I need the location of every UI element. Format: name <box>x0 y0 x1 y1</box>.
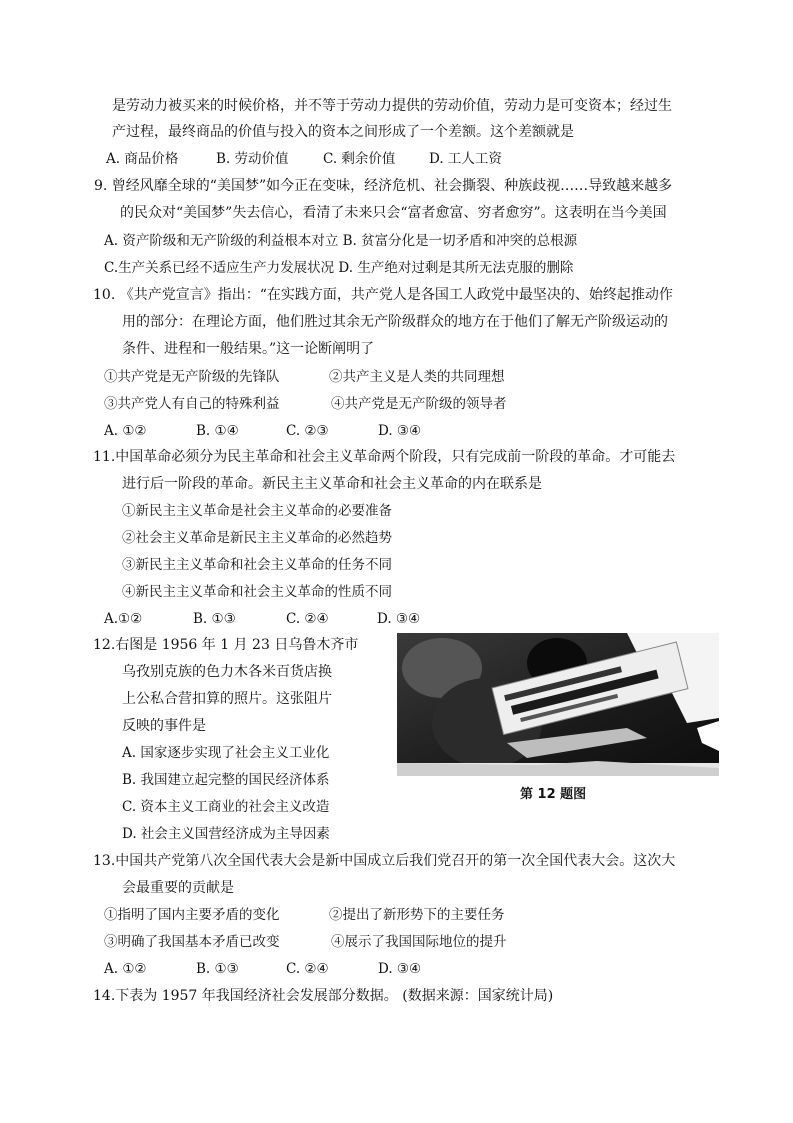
q11-item-1: ①新民主主义革命是社会主义革命的必要准备 <box>122 503 392 519</box>
q13-item-2: ②提出了新形势下的主要任务 <box>329 907 505 923</box>
q11-item-3: ③新民主主义革命和社会主义革命的任务不同 <box>122 557 392 573</box>
q11-item-2: ②社会主义革命是新民主主义革命的必然趋势 <box>122 530 392 546</box>
q10-item-2: ②共产主义是人类的共同理想 <box>329 369 505 385</box>
q10-item-1: ①共产党是无产阶级的先锋队 <box>104 369 280 385</box>
q12-photo <box>397 633 719 776</box>
q9-options-row-2: C.生产关系已经不适应生产力发展状况 D. 生产绝对过剩是其所无法克服的删除 <box>104 260 574 276</box>
q10-text-line-2: 用的部分：在理论方面，他们胜过其余无产阶级群众的地方在于他们了解无产阶级运动的 <box>122 314 668 330</box>
q10-option-c: C. ②③ <box>286 423 329 439</box>
q11-option-b: B. ①③ <box>193 611 236 627</box>
q13-option-c: C. ②④ <box>286 961 329 977</box>
q8-option-b: B. 劳动价值 <box>216 151 289 167</box>
q11-text-line-2: 进行后一阶段的革命。新民主主义革命和社会主义革命的内在联系是 <box>122 476 542 492</box>
q13-item-3: ③明确了我国基本矛盾已改变 <box>104 934 280 950</box>
q10-text-line-1: 10. 《共产党宣言》指出：“在实践方面，共产党人是各国工人政党中最坚决的、始终起推动作 <box>93 287 673 303</box>
q10-item-3: ③共产党人有自己的特殊利益 <box>104 396 280 412</box>
q9-text-line-2: 的民众对“美国梦”失去信心，看清了未来只会“富者愈富、穷者愈穷”。这表明在当今美国 <box>120 205 667 221</box>
q10-item-4: ④共产党是无产阶级的领导者 <box>331 396 507 412</box>
q11-option-a: A.①② <box>104 611 143 627</box>
q12-option-b: B. 我国建立起完整的国民经济体系 <box>122 772 330 788</box>
q13-option-a: A. ①② <box>104 961 147 977</box>
q13-item-4: ④展示了我国国际地位的提升 <box>331 934 507 950</box>
q11-item-4: ④新民主主义革命和社会主义革命的性质不同 <box>122 584 392 600</box>
q13-option-b: B. ①③ <box>196 961 239 977</box>
q14-text-line-1: 14.下表为 1957 年我国经济社会发展部分数据。 (数据来源：国家统计局) <box>93 988 554 1004</box>
q12-option-c: C. 资本主义工商业的社会主义改造 <box>122 799 330 815</box>
q8-option-c: C. 剩余价值 <box>323 151 396 167</box>
q12-text-line-1: 12.右图是 1956 年 1 月 23 日乌鲁木齐市 <box>93 637 359 653</box>
q13-text-line-1: 13.中国共产党第八次全国代表大会是新中国成立后我们党召开的第一次全国代表大会。这次大 <box>93 853 676 869</box>
q12-option-d: D. 社会主义国营经济成为主导因素 <box>122 826 330 842</box>
q10-option-a: A. ①② <box>104 423 147 439</box>
q12-photo-caption: 第 12 题图 <box>520 787 587 802</box>
q13-option-d: D. ③④ <box>378 961 422 977</box>
q11-text-line-1: 11.中国革命必须分为民主革命和社会主义革命两个阶段，只有完成前一阶段的革命。才可能去 <box>93 449 676 465</box>
q8-option-d: D. 工人工资 <box>429 151 502 167</box>
q13-text-line-2: 会最重要的贡献是 <box>122 880 234 896</box>
q8-text-line-2: 产过程，最终商品的价值与投入的资本之间形成了一个差额。这个差额就是 <box>112 124 574 140</box>
q10-text-line-3: 条件、进程和一般结果。”这一论断阐明了 <box>122 341 375 357</box>
q11-option-c: C. ②④ <box>286 611 329 627</box>
q8-text-line-1: 是劳动力被买来的时候价格，并不等于劳动力提供的劳动价值，劳动力是可变资本；经过生 <box>112 98 672 114</box>
q12-text-line-3: 上公私合营扣算的照片。这张阻片 <box>122 691 332 707</box>
q12-text-line-4: 反映的事件是 <box>122 718 206 734</box>
q10-option-b: B. ①④ <box>196 423 239 439</box>
q9-text-line-1: 9. 曾经风靡全球的“美国梦”如今正在变味，经济危机、社会撕裂、种族歧视……导致越来越多 <box>94 178 673 194</box>
q12-option-a: A. 国家逐步实现了社会主义工业化 <box>122 745 330 761</box>
q13-item-1: ①指明了国内主要矛盾的变化 <box>104 907 280 923</box>
q10-option-d: D. ③④ <box>378 423 422 439</box>
q8-option-a: A. 商品价格 <box>106 151 179 167</box>
q12-text-line-2: 乌孜别克族的色力木各米百货店换 <box>122 664 332 680</box>
q9-options-row-1: A. 资产阶级和无产阶级的利益根本对立 B. 贫富分化是一切矛盾和冲突的总根源 <box>104 233 578 249</box>
q12-photo-image <box>397 633 719 776</box>
q11-option-d: D. ③④ <box>377 611 421 627</box>
